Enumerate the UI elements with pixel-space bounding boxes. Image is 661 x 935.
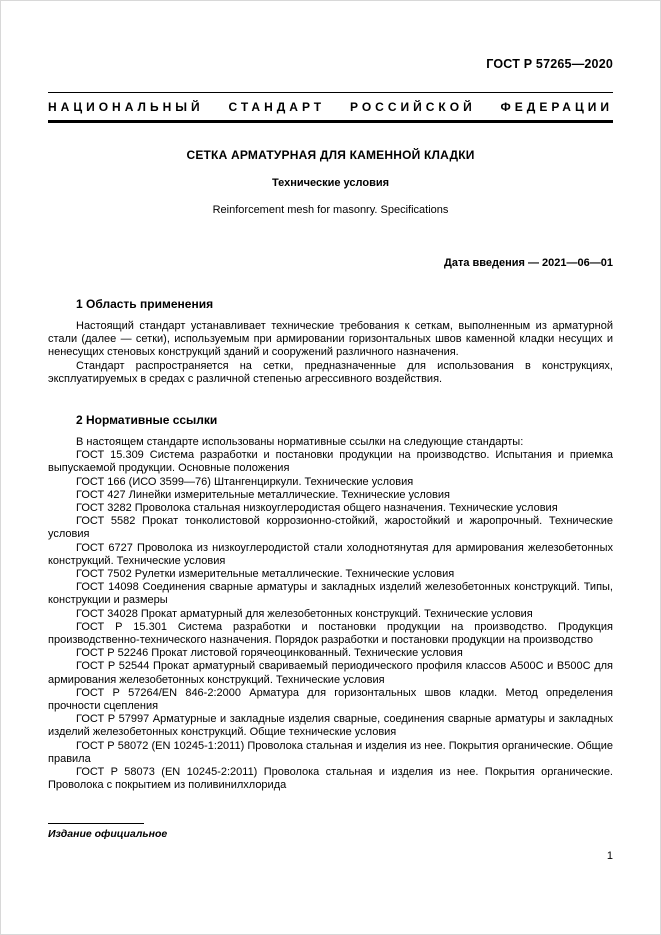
reference-item: ГОСТ 427 Линейки измерительные металлические. Технические условия [76,488,450,501]
document-title-english: Reinforcement mesh for masonry. Specifications [212,204,449,216]
reference-item: ГОСТ 3282 Проволока стальная низкоуглеродистая общего назначения. Технические условия [76,502,558,515]
document-code: ГОСТ Р 57265—2020 [486,57,613,71]
reference-item: ГОСТ Р 15.301 Система разработки и постановки продукции на производство. Продукция производственно-технического назначения. Порядок разработки и постановки продукции на производство [48,620,613,647]
reference-item: ГОСТ 34028 Прокат арматурный для железобетонных конструкций. Технические условия [76,607,533,620]
footer-rule [48,823,144,824]
official-edition-note: Издание официальное [48,828,168,840]
reference-item: ГОСТ 5582 Прокат тонколистовой коррозионно-стойкий, жаростойкий и жаропрочный. Технические условия [48,515,613,541]
reference-item: ГОСТ Р 57997 Арматурные и закладные изделия сварные, соединения сварные арматуры и закладных изделий железобетонных конструкций. Общие технические условия [48,713,613,739]
reference-item: ГОСТ Р 52544 Прокат арматурный свариваемый периодического профиля классов А500С и В500С для армирования железобетонных конструкций. Технические условия [48,660,613,686]
reference-item: ГОСТ 166 (ИСО 3599—76) Штангенциркули. Технические условия [76,475,414,488]
normative-references-list [48,449,613,792]
reference-item: ГОСТ 6727 Проволока из низкоуглеродистой стали холоднотянутая для армирования железобетонных конструкций. Технические условия [48,541,613,567]
document-title: СЕТКА АРМАТУРНАЯ ДЛЯ КАМЕННОЙ КЛАДКИ [186,148,475,162]
reference-item: ГОСТ Р 58073 (EN 10245-2:2011) Проволока стальная и изделия из нее. Покрытия органические. Проволока с покрытием из поливинилхлорида [48,766,613,792]
reference-item: ГОСТ 7502 Рулетки измерительные металлические. Технические условия [76,568,455,581]
section-2-heading: 2 Нормативные ссылки [76,413,218,428]
document-subtitle: Технические условия [271,177,390,189]
section-1-paragraph: Настоящий стандарт устанавливает технические требования к сеткам, выполненным из арматурной стали (далее — сетки), используемым при армировании горизонтальных швов каменной кладки несущих и ненесущих стеновых конструкций зданий и сооружений различного назначения. [48,320,613,359]
reference-item: ГОСТ 14098 Соединения сварные арматуры и закладных изделий железобетонных конструкций. Типы, конструкции и размеры [48,581,613,607]
page-number: 1 [606,850,613,862]
section-1-paragraph: Стандарт распространяется на сетки, предназначенные для использования в конструкциях, эксплуатируемых в средах с различной степенью агрессивного воздействия. [48,359,613,385]
reference-item: ГОСТ Р 52246 Прокат листовой горячеоцинкованный. Технические условия [76,647,463,660]
effective-date: Дата введения — 2021—06—01 [444,257,613,269]
banner-bottom-rule [48,120,613,123]
reference-item: ГОСТ Р 58072 (EN 10245-1:2011) Проволока стальная и изделия из нее. Покрытия органические. Общие правила [48,739,613,765]
reference-item: ГОСТ Р 57264/EN 846-2:2000 Арматура для горизонтальных швов кладки. Метод определения прочности сцепления [48,686,613,713]
reference-item: ГОСТ 15.309 Система разработки и постановки продукции на производство. Испытания и приемка выпускаемой продукции. Основные положения [48,449,613,475]
section-1-heading: 1 Область применения [76,297,214,311]
federation-standard-banner: НАЦИОНАЛЬНЫЙ СТАНДАРТ РОССИЙСКОЙ ФЕДЕРАЦИИ [48,100,613,114]
section-2-intro: В настоящем стандарте использованы нормативные ссылки на следующие стандарты: [76,436,524,449]
